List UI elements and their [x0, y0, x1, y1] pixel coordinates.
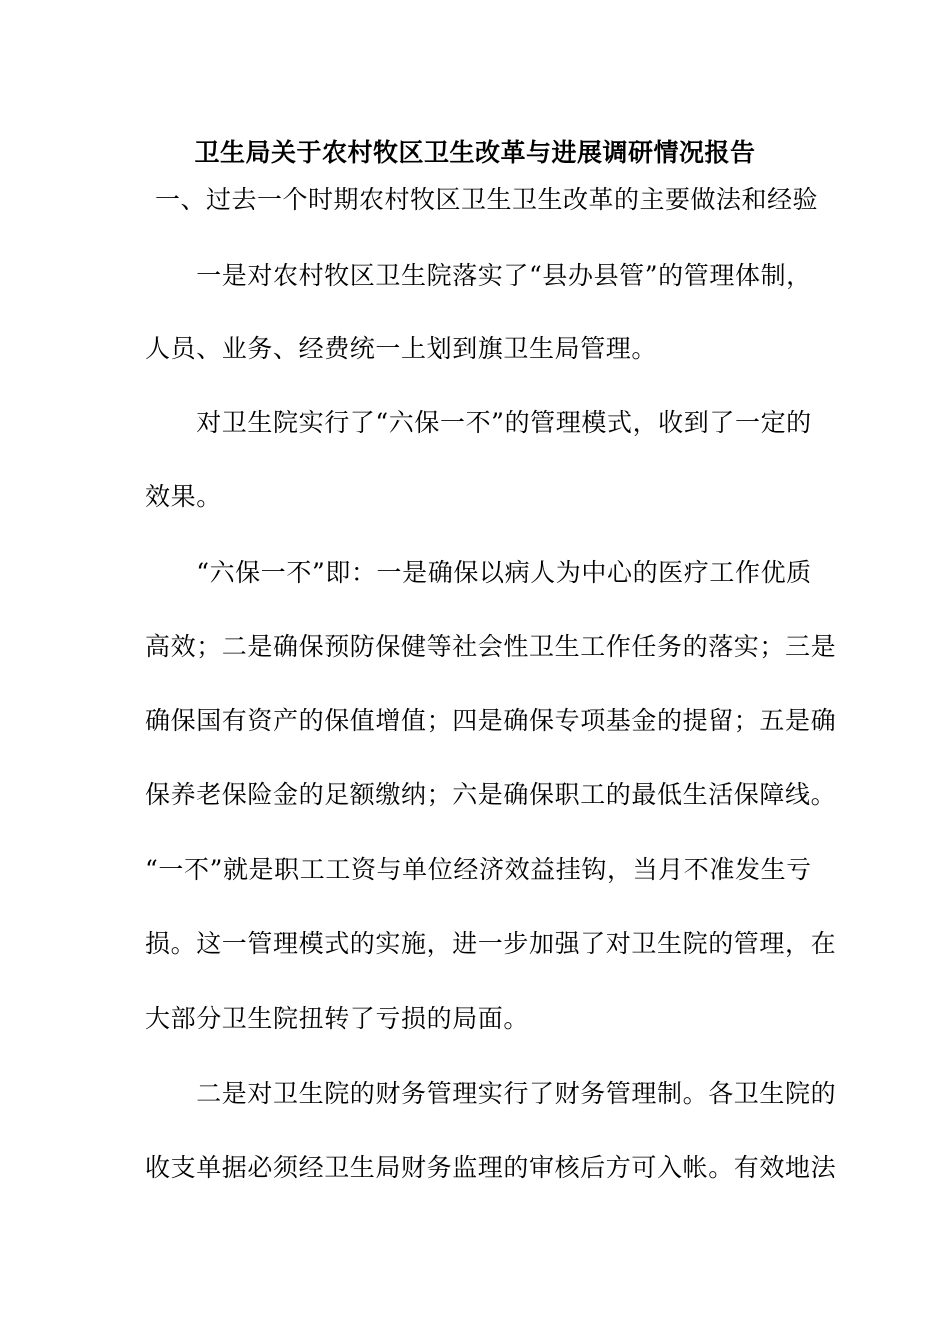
text-line: 保养老保险金的足额缴纳；六是确保职工的最低生活保障线。 [145, 780, 837, 809]
section-heading: 一、过去一个时期农村牧区卫生卫生改革的主要做法和经验 [155, 185, 819, 214]
text-line: 对卫生院实行了“六保一不”的管理模式，收到了一定的 [145, 408, 812, 437]
text-line: 二是对卫生院的财务管理实行了财务管理制。各卫生院的 [145, 1079, 837, 1108]
text-line: 人员、业务、经费统一上划到旗卫生局管理。 [145, 334, 658, 363]
text-line: 效果。 [145, 482, 222, 511]
text-line: 一是对农村牧区卫生院落实了“县办县管”的管理体制， [145, 261, 812, 290]
text-line: 收支单据必须经卫生局财务监理的审核后方可入帐。有效地法 [145, 1153, 837, 1182]
text-line: 大部分卫生院扭转了亏损的局面。 [145, 1004, 530, 1033]
text-line: “六保一不”即：一是确保以病人为中心的医疗工作优质 [145, 558, 812, 587]
text-line: 确保国有资产的保值增值；四是确保专项基金的提留；五是确 [145, 706, 837, 735]
document-title: 卫生局关于农村牧区卫生改革与进展调研情况报告 [194, 138, 756, 167]
text-line: 损。这一管理模式的实施，进一步加强了对卫生院的管理，在 [145, 929, 837, 958]
text-line: “一不”就是职工工资与单位经济效益挂钩，当月不准发生亏 [145, 855, 812, 884]
text-line: 高效；二是确保预防保健等社会性卫生工作任务的落实；三是 [145, 632, 837, 661]
